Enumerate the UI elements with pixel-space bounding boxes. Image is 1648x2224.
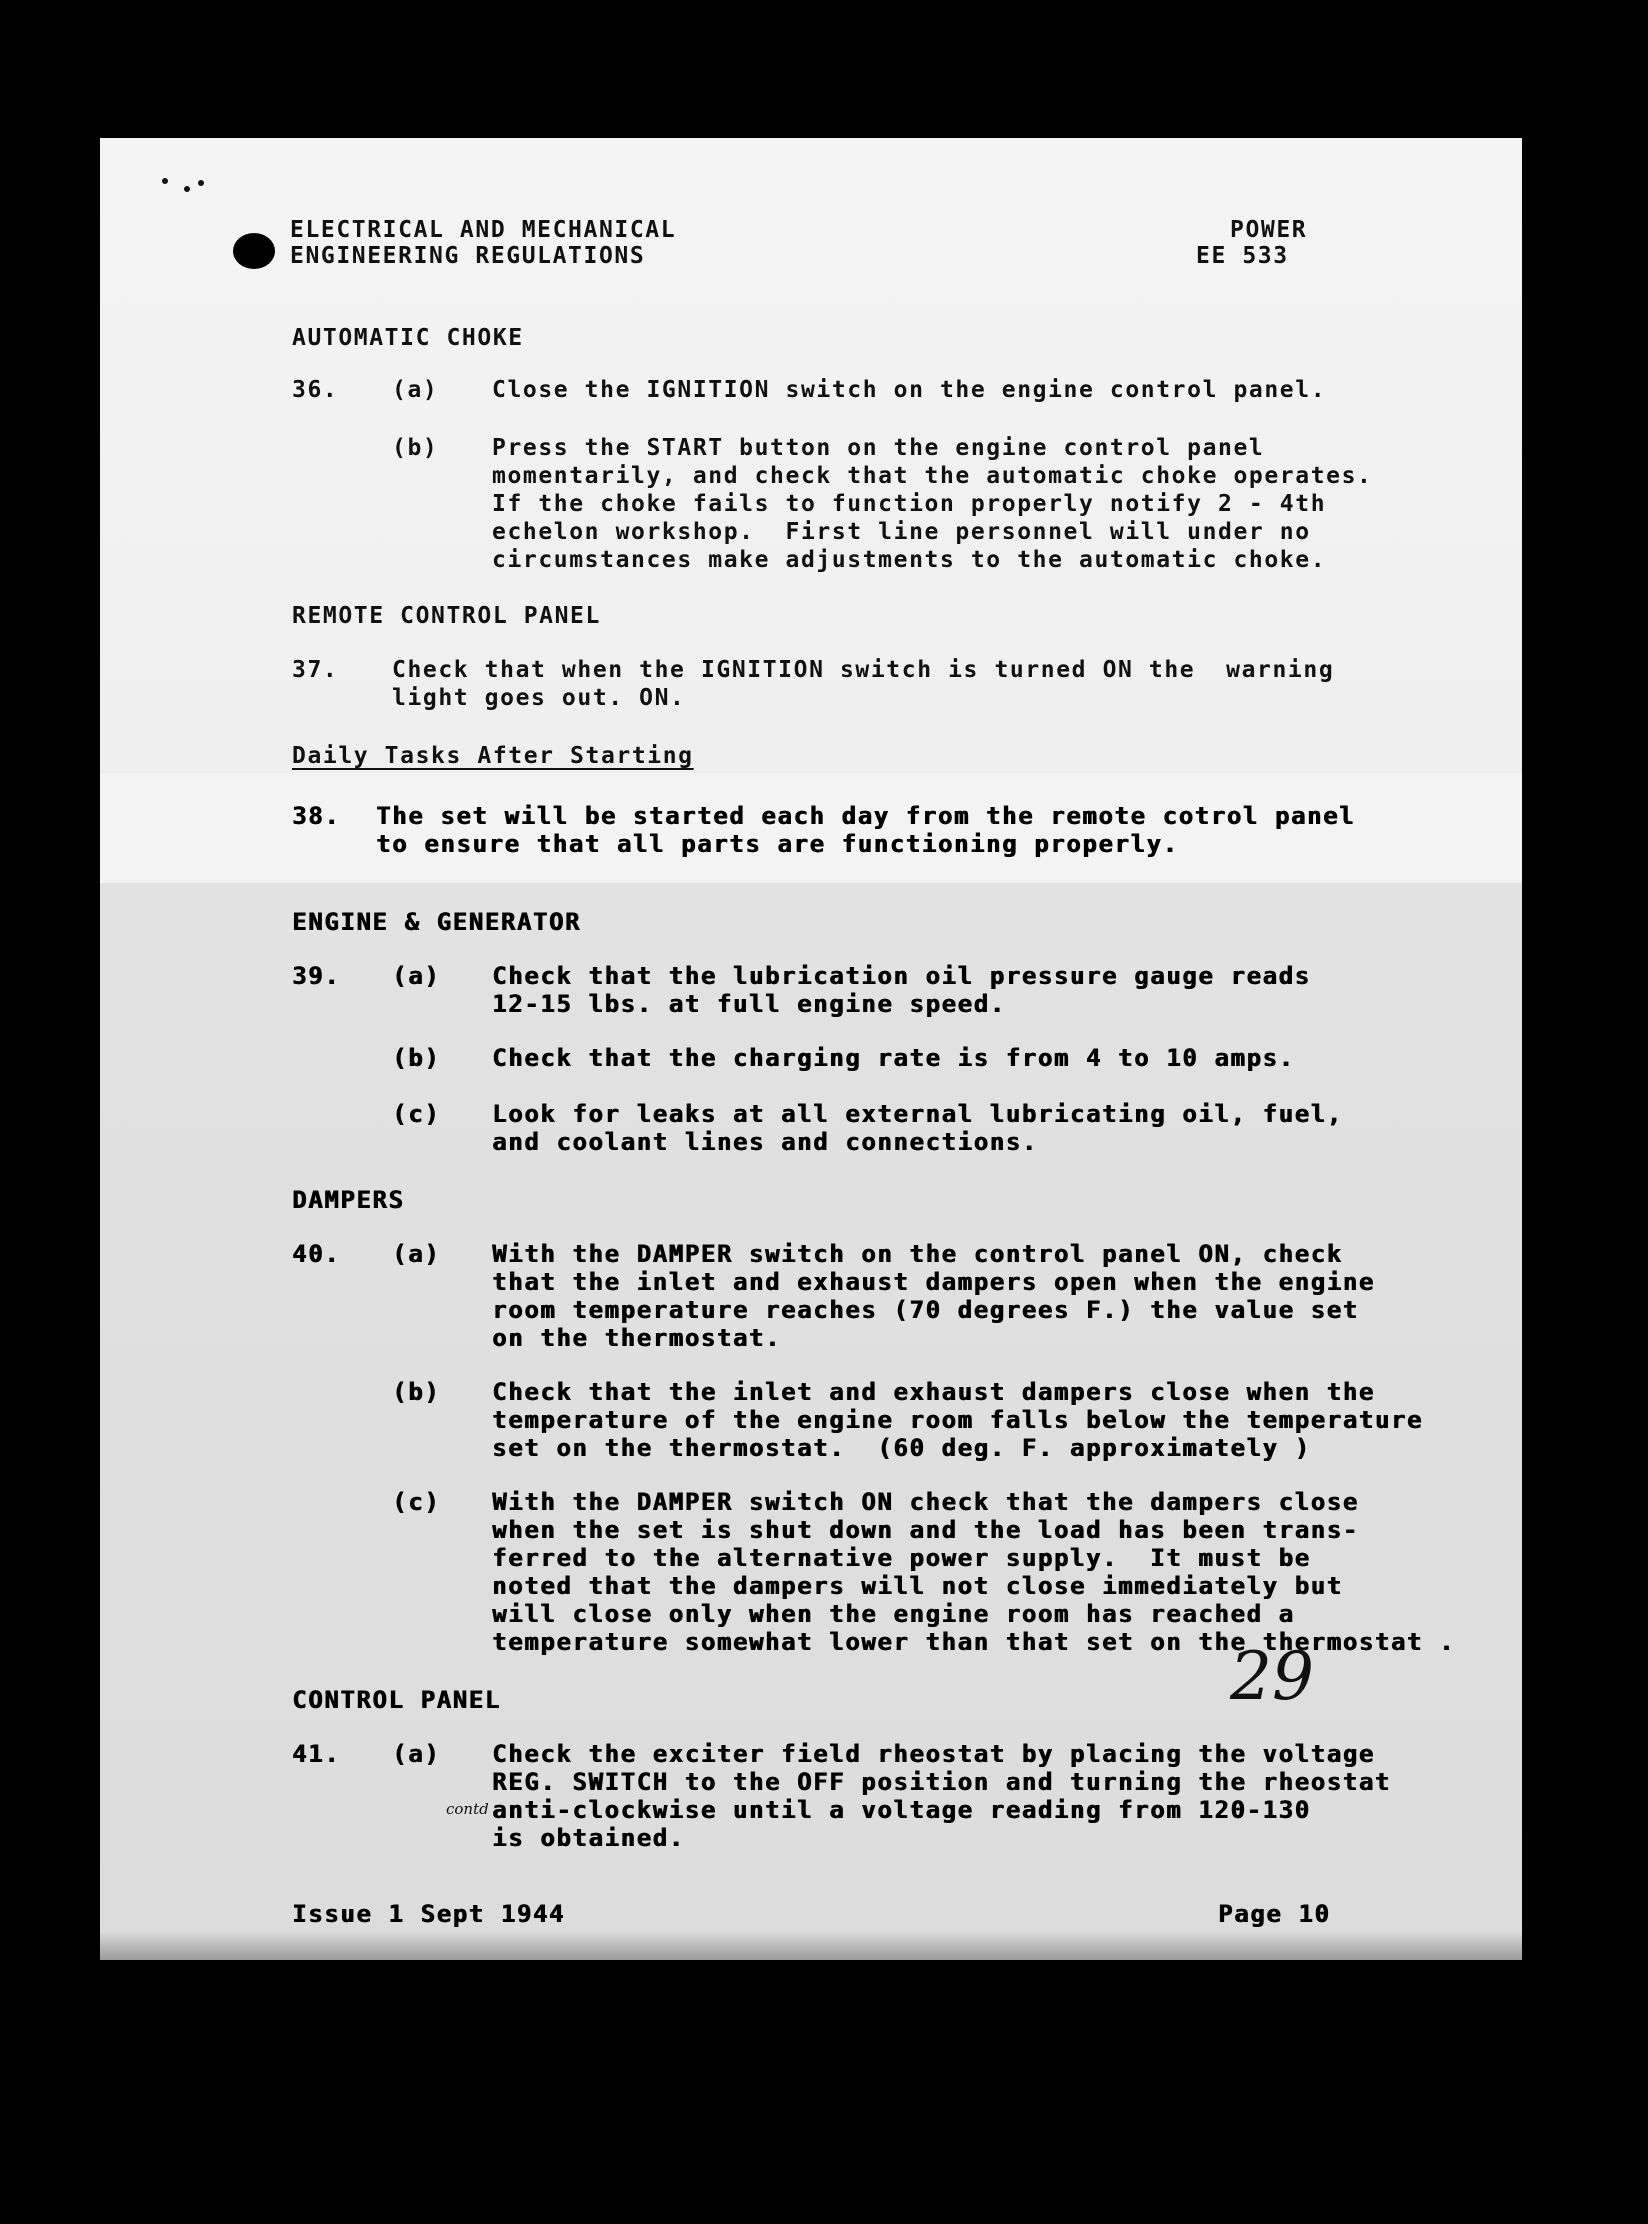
section-heading-remote-control-panel: REMOTE CONTROL PANEL — [292, 603, 601, 629]
header-left-line2: ENGINEERING REGULATIONS — [290, 243, 646, 269]
speck — [198, 180, 204, 186]
paragraph-41a-line: is obtained. — [492, 1824, 685, 1852]
speck — [162, 178, 168, 184]
handwritten-page-number: 29 — [1230, 1638, 1314, 1715]
paragraph-36b-line: circumstances make adjustments to the automatic choke. — [492, 547, 1327, 573]
footer-page: Page 10 — [1218, 1900, 1331, 1928]
section-heading-engine-generator: ENGINE & GENERATOR — [292, 908, 581, 936]
subitem-label-39a: (a) — [392, 962, 441, 990]
paragraph-39a-line: 12-15 lbs. at full engine speed. — [492, 990, 1006, 1018]
section-heading-dampers: DAMPERS — [292, 1186, 405, 1214]
speck — [184, 186, 190, 192]
paragraph-40c-line: will close only when the engine room has reached a — [492, 1600, 1295, 1628]
paragraph-39b-line: Check that the charging rate is from 4 to 10 amps. — [492, 1044, 1295, 1072]
paragraph-40b-line: set on the thermostat. (60 deg. F. approximately ) — [492, 1434, 1311, 1462]
paragraph-37-line: Check that when the IGNITION switch is turned ON the warning — [392, 657, 1335, 683]
paragraph-40a-line: that the inlet and exhaust dampers open when the engine — [492, 1268, 1375, 1296]
item-number-36: 36. — [292, 377, 339, 403]
subitem-label-40c: (c) — [392, 1488, 441, 1516]
item-number-41: 41. — [292, 1740, 341, 1768]
item-number-37: 37. — [292, 657, 339, 683]
paragraph-36b-line: Press the START button on the engine control panel — [492, 435, 1265, 461]
header-right-line1: POWER — [1230, 217, 1308, 243]
subitem-label-39b: (b) — [392, 1044, 441, 1072]
paragraph-39c-line: and coolant lines and connections. — [492, 1128, 1038, 1156]
paragraph-40b-line: temperature of the engine room falls below the temperature — [492, 1406, 1423, 1434]
paragraph-37-line: light goes out. ON. — [392, 685, 686, 711]
paragraph-40c-line: when the set is shut down and the load has been trans- — [492, 1516, 1359, 1544]
page-bottom-edge — [100, 1932, 1522, 1960]
paragraph-36b-line: If the choke fails to function properly notify 2 - 4th — [492, 491, 1327, 517]
subitem-label-39c: (c) — [392, 1100, 441, 1128]
subitem-label-40a: (a) — [392, 1240, 441, 1268]
section-heading-daily-tasks: Daily Tasks After Starting — [292, 743, 694, 769]
subitem-label-36a: (a) — [392, 377, 439, 403]
subitem-label-41a: (a) — [392, 1740, 441, 1768]
paragraph-39a-line: Check that the lubrication oil pressure gauge reads — [492, 962, 1311, 990]
paragraph-40c-line: ferred to the alternative power supply. It must be — [492, 1544, 1311, 1572]
paragraph-36b-line: echelon workshop. First line personnel will under no — [492, 519, 1311, 545]
handwritten-contd-note: contd — [446, 1800, 489, 1818]
paragraph-36b-line: momentarily, and check that the automatic choke operates. — [492, 463, 1373, 489]
subitem-label-40b: (b) — [392, 1378, 441, 1406]
paragraph-41a-line: Check the exciter field rheostat by placing the voltage — [492, 1740, 1375, 1768]
header-left-line1: ELECTRICAL AND MECHANICAL — [290, 217, 677, 243]
paragraph-40c-line: With the DAMPER switch ON check that the dampers close — [492, 1488, 1359, 1516]
paragraph-40a-line: room temperature reaches (70 degrees F.) the value set — [492, 1296, 1359, 1324]
paragraph-40c-line: noted that the dampers will not close immediately but — [492, 1572, 1343, 1600]
paragraph-39c-line: Look for leaks at all external lubricating oil, fuel, — [492, 1100, 1343, 1128]
paragraph-38-line: The set will be started each day from the remote cotrol panel — [376, 802, 1356, 830]
item-number-39: 39. — [292, 962, 341, 990]
paragraph-40b-line: Check that the inlet and exhaust dampers close when the — [492, 1378, 1375, 1406]
paragraph-41a-line: anti-clockwise until a voltage reading from 120-130 — [492, 1796, 1311, 1824]
paragraph-40a-line: on the thermostat. — [492, 1324, 781, 1352]
footer-issue: Issue 1 Sept 1944 — [292, 1900, 565, 1928]
paragraph-38-line: to ensure that all parts are functioning properly. — [376, 830, 1179, 858]
punch-hole — [233, 233, 275, 269]
paragraph-36a-line: Close the IGNITION switch on the engine control panel. — [492, 377, 1327, 403]
section-heading-control-panel: CONTROL PANEL — [292, 1686, 501, 1714]
item-number-38: 38. — [292, 802, 341, 830]
section-heading-automatic-choke: AUTOMATIC CHOKE — [292, 325, 524, 351]
paragraph-41a-line: REG. SWITCH to the OFF position and turning the rheostat — [492, 1768, 1391, 1796]
header-right-line2: EE 533 — [1196, 243, 1289, 269]
paragraph-40a-line: With the DAMPER switch on the control panel ON, check — [492, 1240, 1343, 1268]
subitem-label-36b: (b) — [392, 435, 439, 461]
document-page — [100, 138, 1522, 1960]
item-number-40: 40. — [292, 1240, 341, 1268]
paragraph-40c-line: temperature somewhat lower than that set on the thermostat . — [492, 1628, 1455, 1656]
